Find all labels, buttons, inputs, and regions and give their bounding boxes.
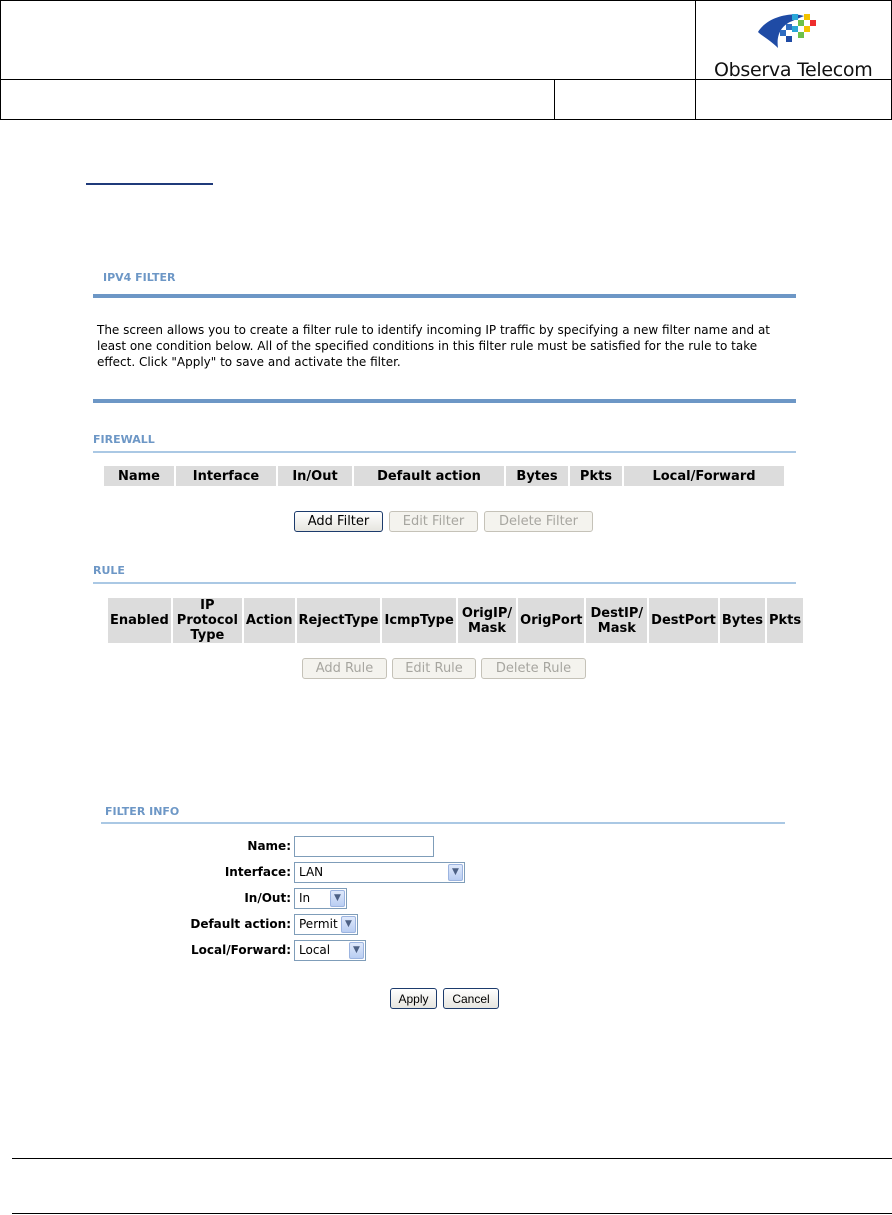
- firewall-header-row: [104, 466, 784, 486]
- interface-label: Interface:: [224, 865, 291, 879]
- column-header: RejectType: [297, 598, 381, 643]
- column-header: IP Protocol Type: [173, 598, 242, 643]
- name-input[interactable]: [294, 836, 434, 857]
- edit-filter-button[interactable]: Edit Filter: [389, 511, 478, 532]
- apply-button[interactable]: Apply: [390, 988, 437, 1009]
- inout-label: In/Out:: [244, 891, 291, 905]
- interface-value: LAN: [299, 865, 324, 879]
- column-header: Pkts: [570, 466, 622, 486]
- ipv4-filter-title: IPV4 FILTER: [103, 271, 176, 284]
- column-header: Bytes: [720, 598, 765, 643]
- header-date-cell: [695, 79, 892, 120]
- name-label: Name:: [247, 839, 291, 853]
- column-header: OrigPort: [518, 598, 584, 643]
- inout-select[interactable]: [294, 888, 347, 909]
- column-header: Name: [104, 466, 174, 486]
- column-header: Default action: [354, 466, 504, 486]
- firewall-title: FIREWALL: [93, 433, 155, 446]
- ipv4-filter-description: The screen allows you to create a filter rule to identify incoming IP traffic by specifying a new filter name and at least one condition below. All of the specified conditions in this filter rule must be satisfied for the rule to take effect. Click "Apply" to save and activate the filter.: [97, 323, 770, 369]
- interface-select[interactable]: [294, 862, 465, 883]
- column-header: Local/Forward: [624, 466, 784, 486]
- column-header: In/Out: [278, 466, 352, 486]
- chevron-down-icon[interactable]: ▼: [349, 942, 364, 959]
- filter-info-title: FILTER INFO: [105, 805, 180, 818]
- delete-filter-button[interactable]: Delete Filter: [484, 511, 593, 532]
- column-header: Bytes: [506, 466, 568, 486]
- column-header: Enabled: [108, 598, 171, 643]
- ipv4-filter-top-rule: [93, 294, 796, 298]
- footer-bottom-line: [12, 1213, 892, 1214]
- heading-underline: [86, 183, 213, 185]
- rule-title: RULE: [93, 564, 125, 577]
- chevron-down-icon[interactable]: ▼: [330, 890, 345, 907]
- header-title-cell: [0, 0, 696, 80]
- local-forward-value: Local: [299, 943, 331, 957]
- footer-top-line: [12, 1158, 892, 1159]
- edit-rule-button[interactable]: Edit Rule: [392, 658, 476, 679]
- column-header: OrigIP/ Mask: [458, 598, 516, 643]
- chevron-down-icon[interactable]: ▼: [341, 916, 356, 933]
- observa-logo: [700, 10, 880, 81]
- document-header: [0, 0, 892, 120]
- column-header: IcmpType: [382, 598, 455, 643]
- rule-table: [106, 596, 805, 645]
- firewall-rule: [93, 451, 796, 453]
- rule-rule: [93, 582, 796, 584]
- default-action-label: Default action:: [190, 917, 291, 931]
- local-forward-select[interactable]: [294, 940, 366, 961]
- delete-rule-button[interactable]: Delete Rule: [481, 658, 586, 679]
- add-filter-button[interactable]: Add Filter: [294, 511, 383, 532]
- cancel-button[interactable]: Cancel: [443, 988, 499, 1009]
- add-rule-button[interactable]: Add Rule: [302, 658, 387, 679]
- column-header: Pkts: [767, 598, 803, 643]
- ipv4-filter-bottom-rule: [93, 399, 796, 403]
- column-header: Interface: [176, 466, 276, 486]
- column-header: DestPort: [649, 598, 718, 643]
- inout-value: In: [299, 891, 311, 905]
- logo-text: Observa Telecom: [714, 59, 873, 81]
- header-version-cell: [554, 79, 696, 120]
- local-forward-label: Local/Forward:: [191, 943, 291, 957]
- default-action-value: Permit: [299, 917, 338, 931]
- default-action-select[interactable]: [294, 914, 358, 935]
- eye-logo-icon: [752, 10, 842, 56]
- firewall-table: [102, 464, 786, 488]
- header-subtitle-cell: [0, 79, 555, 120]
- column-header: DestIP/ Mask: [586, 598, 647, 643]
- rule-header-row: [108, 598, 803, 643]
- column-header: Action: [244, 598, 295, 643]
- chevron-down-icon[interactable]: ▼: [448, 864, 463, 881]
- filter-info-rule: [101, 822, 785, 824]
